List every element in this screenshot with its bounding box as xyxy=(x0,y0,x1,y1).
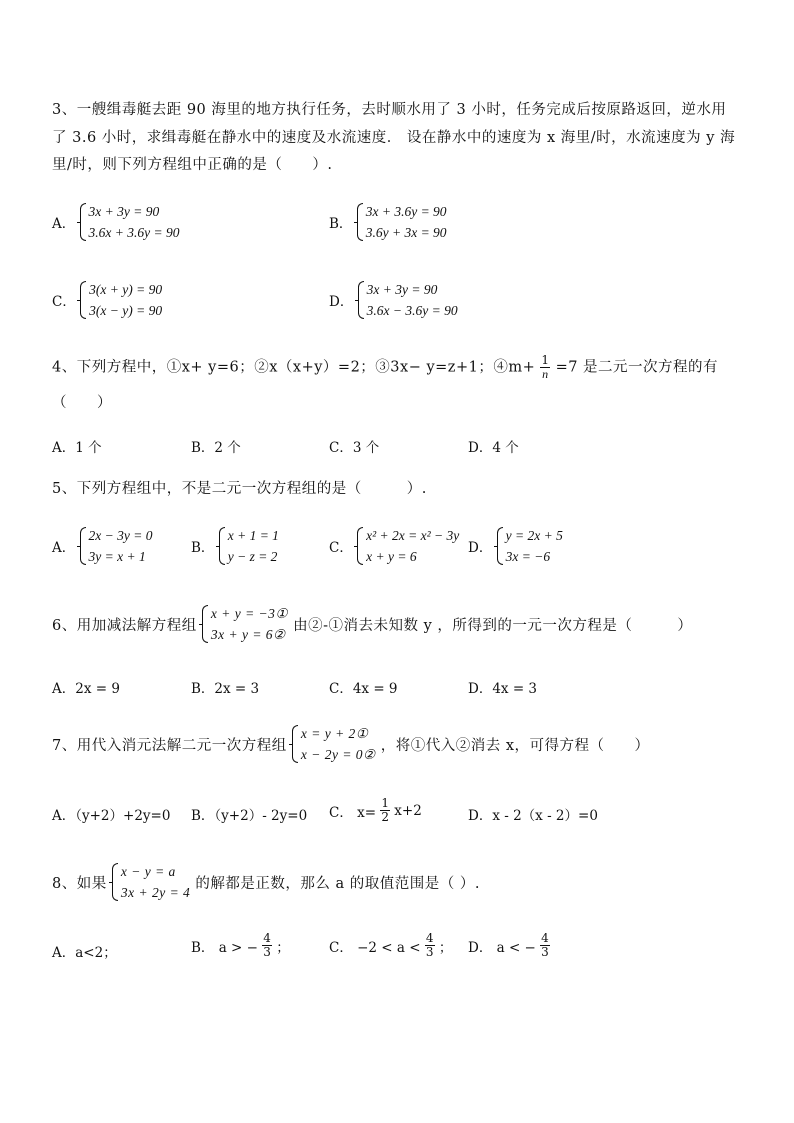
q5-option-d[interactable]: D． y = 2x + 5 3x = −6 xyxy=(468,525,563,567)
q6-option-d[interactable]: D．4x = 3 xyxy=(468,681,538,697)
fraction: $\frac{1}{2}$ xyxy=(381,796,389,824)
q5-stem: 5、下列方程组中，不是二元一次方程组的是（ ）. xyxy=(52,481,427,497)
q3-stem-line1: 3、一艘缉毒艇去距 90 海里的地方执行任务，去时顺水用了 3 小时，任务完成后按原路返回，逆水用 xyxy=(52,102,727,118)
fraction: $\frac{1}{n}$ xyxy=(541,353,550,381)
q5-option-c[interactable]: C． x² + 2x = x² − 3y x + y = 6 xyxy=(329,525,459,567)
q5-option-a[interactable]: A． 2x − 3y = 0 3y = x + 1 xyxy=(52,525,153,567)
equation-system: 3x + 3.6y = 90 3.6y + 3x = 90 xyxy=(357,201,447,243)
q3-stem-line3: 里/时，则下列方程组中正确的是（ ）. xyxy=(52,157,333,173)
fraction: $\frac{4}{3}$ xyxy=(263,931,271,959)
q7-option-d[interactable]: D．x - 2（x - 2）=0 xyxy=(468,808,598,824)
equation-system: x − y = a 3x + 2y = 4 xyxy=(112,861,190,903)
equation-system: y = 2x + 5 3x = −6 xyxy=(497,525,563,567)
equation-system: 3(x + y) = 90 3(x − y) = 90 xyxy=(80,279,162,321)
q3-option-c[interactable]: C． 3(x + y) = 90 3(x − y) = 90 xyxy=(52,279,162,321)
q8-option-a[interactable]: A．a<2； xyxy=(52,945,117,961)
q4-option-a[interactable]: A．1 个 xyxy=(52,440,102,456)
equation-system: x + 1 = 1 y − z = 2 xyxy=(219,525,279,567)
q8-option-b[interactable]: B． a > − $\frac{4}{3}$ ； xyxy=(191,931,290,959)
equation-system: x = y + 2① x − 2y = 0② xyxy=(292,723,376,765)
q4-stem-line1: 4、下列方程中，①x+ y=6；②x（x+y）=2；③3x− y=z+1；④m+ $\frac{1}{n}$ =7 是二元一次方程的有 xyxy=(52,353,719,381)
equation-system: 3x + 3y = 90 3.6x − 3.6y = 90 xyxy=(358,279,458,321)
q4-option-c[interactable]: C．3 个 xyxy=(329,440,380,456)
q8-stem: 8、如果 x − y = a 3x + 2y = 4 的解都是正数，那么 a 的取值范围是（ ）. xyxy=(52,861,480,903)
q4-option-b[interactable]: B．2 个 xyxy=(191,440,241,456)
q7-option-c[interactable]: C． x= $\frac{1}{2}$ x+2 xyxy=(329,796,422,824)
q3-option-b[interactable]: B． 3x + 3.6y = 90 3.6y + 3x = 90 xyxy=(329,201,447,243)
q8-option-d[interactable]: D． a < − $\frac{4}{3}$ xyxy=(468,931,549,959)
q5-option-b[interactable]: B． x + 1 = 1 y − z = 2 xyxy=(191,525,279,567)
fraction: $\frac{4}{3}$ xyxy=(425,931,434,959)
q3-stem-line2: 了 3.6 小时，求缉毒艇在静水中的速度及水流速度． 设在静水中的速度为 x 海里/时，水流速度为 y 海 xyxy=(52,130,736,146)
q6-option-c[interactable]: C．4x = 9 xyxy=(329,681,398,697)
fraction: $\frac{4}{3}$ xyxy=(541,931,549,959)
q4-stem-line2: （ ） xyxy=(52,395,112,411)
q7-stem: 7、用代入消元法解二元一次方程组 x = y + 2① x − 2y = 0② ，将①代入②消去 x，可得方程（ ） xyxy=(52,723,650,765)
q8-option-c[interactable]: C． −2 < a < $\frac{4}{3}$ ； xyxy=(329,931,453,959)
equation-system: 3x + 3y = 90 3.6x + 3.6y = 90 xyxy=(80,201,180,243)
q6-stem: 6、用加减法解方程组 x + y = −3① 3x + y = 6② 由②-①消去未知数 y ，所得到的一元一次方程是（ ） xyxy=(52,603,692,645)
q4-option-d[interactable]: D．4 个 xyxy=(468,440,519,456)
equation-system: x² + 2x = x² − 3y x + y = 6 xyxy=(357,525,459,567)
equation-system: x + y = −3① 3x + y = 6② xyxy=(202,603,288,645)
q6-option-a[interactable]: A．2x = 9 xyxy=(52,681,120,697)
q3-option-d[interactable]: D． 3x + 3y = 90 3.6x − 3.6y = 90 xyxy=(329,279,458,321)
q3-option-a[interactable]: A． 3x + 3y = 90 3.6x + 3.6y = 90 xyxy=(52,201,180,243)
q7-option-b[interactable]: B．（y+2）- 2y=0 xyxy=(191,808,308,824)
q7-option-a[interactable]: A．（y+2）+2y=0 xyxy=(52,808,171,824)
q6-option-b[interactable]: B．2x = 3 xyxy=(191,681,260,697)
equation-system: 2x − 3y = 0 3y = x + 1 xyxy=(80,525,153,567)
